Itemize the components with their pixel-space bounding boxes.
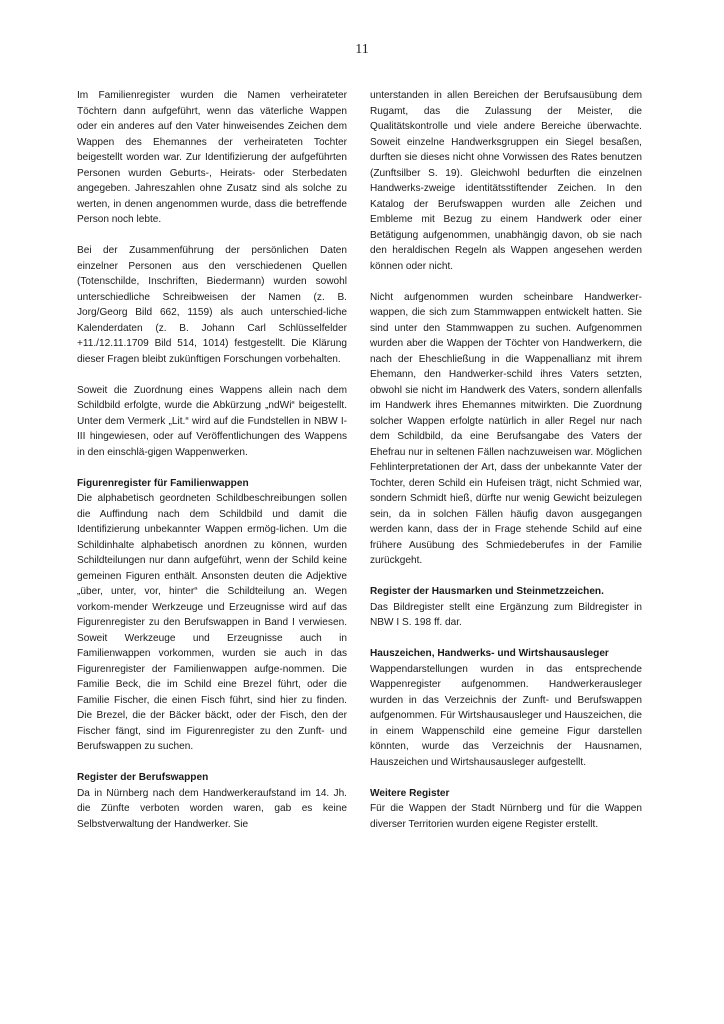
left-paragraph-1: Im Familienregister wurden die Namen verheirateter Töchtern dann aufgeführt, wenn das väterliche Wappen oder ein anderes auf den Vater hinweisendes Zeichen dem Wappen des Ehemannes der verheirateten Tochter beigestellt worden war. Zur Identifizierung der aufgeführten Personen wurden Geburts-, Heirats- oder Sterbedaten angegeben. Jahreszahlen ohne Zusatz sind als solche zu werten, in denen angenommen wurde, dass die betreffende Person noch lebte. (77, 90, 347, 225)
left-paragraph-3: Soweit die Zuordnung eines Wappens allein nach dem Schildbild erfolgte, wurde die Abkürzung „ndWi“ beigestellt. Unter dem Vermerk „Lit.“ wird auf die Fundstellen in NBW I-III hingewiesen, oder auf Veröffentlichungen des Wappens in den einschlä-gigen Wappenwerken. (77, 384, 347, 458)
left-column (77, 88, 347, 832)
left-paragraph-4: Die alphabetisch geordneten Schildbeschreibungen sollen die Auffindung nach dem Schildbild und damit die Identifizierung unbekannter Wappen ermög-lichen. Um die Schildinhalte alphabetisch anordnen zu können, wurden Schildteilungen nur dann aufgeführt, wenn der Schild keine gemeinen Figuren enthält. Ansonsten deuten die Adjektive „über, unter, vor, hinter“ die Schildteilung an. Wegen vorkom-mender Werkzeuge und Erzeugnisse wird auf das Figurenregister zu den Berufswappen in Band I verwiesen. Soweit Werkzeuge und Erzeugnisse auch in Familienwappen vorkommen, wurden sie auch in das Figurenregister der Familienwappen aufge-nommen. Die Familie Beck, die im Schild eine Brezel führt, oder die Familie Fischer, die einen Fisch führt, sind hier zu finden. Die Brezel, die der Bäcker bäckt, oder der Fisch, den der Fischer fängt, sind im Figurenregister zu den Zunft- und Berufswappen zu suchen. (77, 493, 347, 752)
page-number: 11 (355, 42, 369, 57)
right-paragraph-4: Wappendarstellungen wurden in das entsprechende Wappenregister aufgenommen. Handwerkerausleger wurden in das Verzeichnis der Zunft- und Berufswappen aufgenommen. Für Wirtshausausleger und Hauszeichen, die in einem Wappenschild eine gemeine Figur darstellen könnten, wurde das Verzeichnis der Hausnamen, Hauszeichen und Wirtshausausleger aufgestellt. (370, 663, 642, 768)
left-paragraph-2: Bei der Zusammenführung der persönlichen Daten einzelner Personen aus den verschiedenen Quellen (Totenschilde, Inschriften, Biedermann) wurden sowohl unterschiedliche Schreibweisen der Namen (z. B. Jorg/Georg Bild 662, 1159) als auch unterschied-liche Kalenderdaten (z. B. Johann Carl Schlüsselfelder +11./12.11.1709 Bild 514, 1014) festgestellt. Die Klärung dieser Fragen bleibt zukünftigen Forschungen vorbehalten. (77, 245, 347, 365)
heading-berufswappen: Register der Berufswappen (77, 772, 209, 783)
heading-weitere-register: Weitere Register (370, 787, 450, 799)
right-column (370, 88, 642, 832)
right-paragraph-1: unterstanden in allen Bereichen der Berufsausübung dem Rugamt, das die Zulassung der Meister, die Qualitätskontrolle und viele andere Bereiche überwachte. Soweit einzelne Handwerksgruppen ein Siegel besaßen, durften sie dieses nicht ohne Vorwissen des Rates benutzen (Zunftsilber S. 19). Gleichwohl bedurften die einzelnen Handwerks-zweige identitätsstiftender Zeichen. In den Katalog der Berufswappen wurden alle Zeichen und Embleme mit Bezug zu einem Handwerk oder einer Betätigung aufgenommen, unabhängig davon, ob sie nach den heraldischen Regeln als Wappen angesehen werden können oder nicht. (370, 90, 642, 272)
right-paragraph-5: Für die Wappen der Stadt Nürnberg und für die Wappen diverser Territorien wurden eigene Register erstellt. (370, 803, 642, 830)
right-paragraph-3: Das Bildregister stellt eine Ergänzung zum Bildregister in NBW I S. 198 ff. dar. (370, 601, 642, 628)
heading-hauszeichen: Hauszeichen, Handwerks- und Wirtshausausleger (370, 648, 609, 659)
heading-figurenregister: Figurenregister für Familienwappen (77, 477, 249, 489)
right-paragraph-2: Nicht aufgenommen wurden scheinbare Handwerker-wappen, die sich zum Stammwappen entwickelt hatten. Sie sind unter den Stammwappen zu suchen. Aufgenommen wurden aber die Wappen der Töchter von Handwerkern, die nach der Eheschließung in die Wappenallianz mit ihrem Ehemann, den Handwerker-schild ihres Vaters setzten, obwohl sie nicht im Handwerk des Vaters, sondern allenfalls im Handwerk ihres Ehemannes mitwirkten. Die Zuordnung solcher Wappen erfolgte natürlich in aller Regel nur nach dem Schildbild, da eine Berufsangabe des Vaters der Ehefrau nur in seltenen Fällen nachzuweisen war. Möglichen Fehlinterpretationen der Art, dass der unbekannte Vater der Tochter, deren Schild ein Hufeisen trägt, nicht Schmied war, sondern Schmidt hieß, dürfte nur wenig Gewicht beizulegen sein, da in solchen Fällen häufig davon ausgegangen werden kann, dass der in Frage stehende Schild auf eine frühere Ausübung des Schmiedeberufes in der Familie zurückgeht. (370, 291, 642, 566)
left-paragraph-5: Da in Nürnberg nach dem Handwerkeraufstand im 14. Jh. die Zünfte verboten worden waren, gab es keine Selbstverwaltung der Handwerker. Sie (77, 787, 347, 830)
heading-hausmarken: Register der Hausmarken und Steinmetzzeichen. (370, 586, 604, 597)
